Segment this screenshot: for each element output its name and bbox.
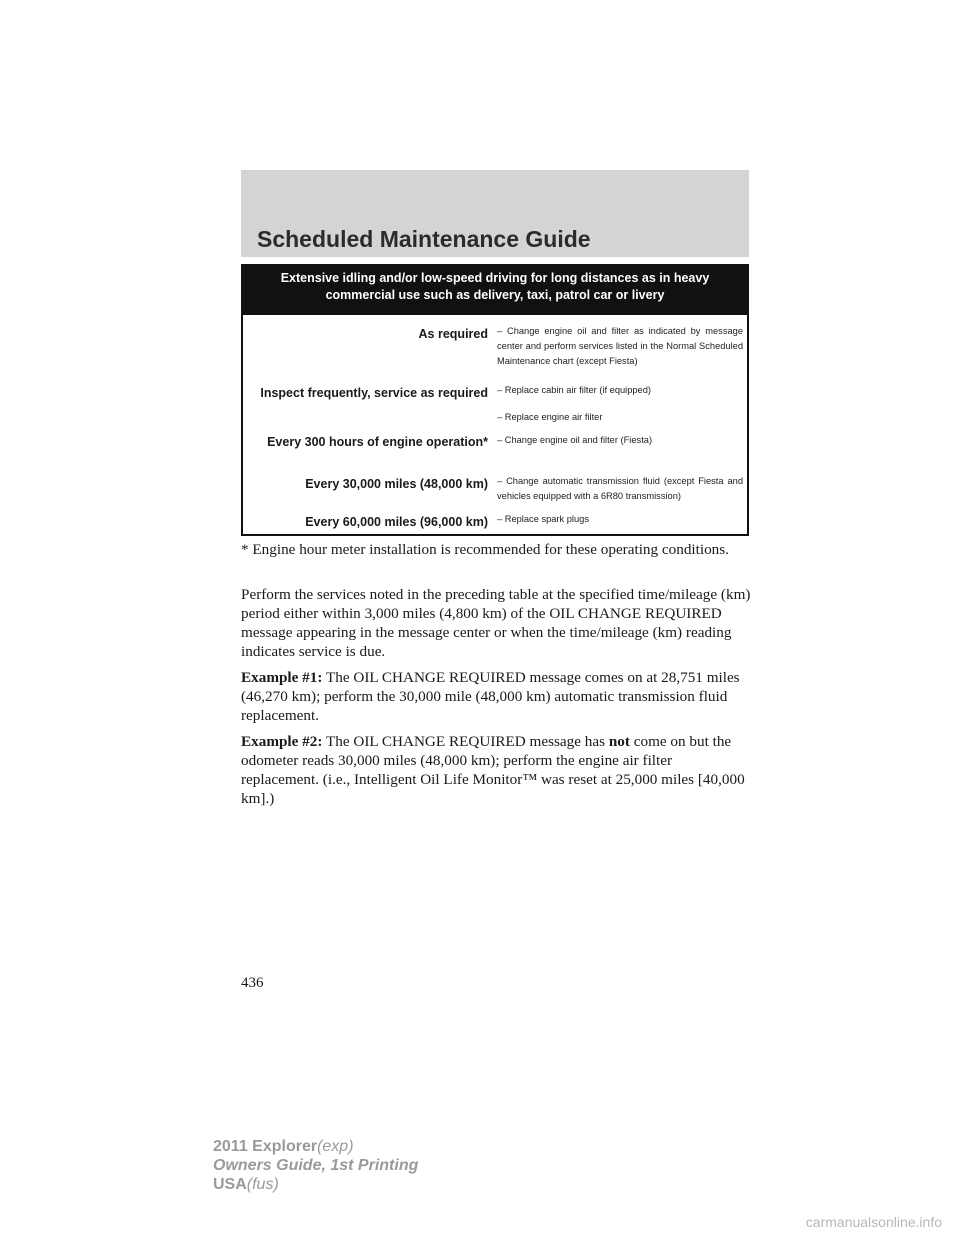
table-cell: – Replace cabin air filter (if equipped) bbox=[497, 385, 651, 395]
section-title: Scheduled Maintenance Guide bbox=[257, 226, 591, 252]
footer-market-code: (fus) bbox=[246, 1176, 279, 1193]
example-2-label: Example #2: bbox=[241, 733, 323, 750]
row-label-inspect-frequently bbox=[260, 385, 488, 401]
example-1-text: The OIL CHANGE REQUIRED message comes on at 28,751 miles (46,270 km); perform the 30,000 mile (48,000 km) automatic transmission fluid replacement. bbox=[241, 669, 740, 724]
table-cell: – Replace engine air filter bbox=[497, 412, 603, 422]
row-label-text: Inspect frequently, service as required bbox=[260, 386, 488, 400]
example-2-text-a: The OIL CHANGE REQUIRED message has bbox=[325, 733, 606, 750]
footer-model-code: (exp) bbox=[317, 1138, 354, 1155]
example-2-emphasis: not bbox=[608, 733, 630, 750]
row-values-every-60000-miles bbox=[497, 512, 743, 535]
row-values-inspect-frequently bbox=[497, 383, 743, 433]
example-1-label: Example #1: bbox=[241, 669, 323, 686]
row-label-every-300-hours bbox=[267, 434, 488, 450]
page-number: 436 bbox=[241, 975, 264, 991]
footer-market: USA bbox=[213, 1176, 247, 1193]
footnote: * Engine hour meter installation is recommended for these operating conditions. bbox=[241, 541, 729, 558]
row-label-as-required: As required bbox=[418, 327, 488, 341]
table-cell: – Replace spark plugs bbox=[497, 514, 589, 524]
footer-line-3 bbox=[213, 1175, 418, 1194]
table-heading: Extensive idling and/or low-speed driving for long distances as in heavy commercial use such as delivery, taxi, patrol car or livery bbox=[243, 266, 747, 315]
row-label-every-60000-miles: Every 60,000 miles (96,000 km) bbox=[305, 515, 488, 529]
row-values-every-30000-miles bbox=[497, 474, 743, 512]
row-values-every-300-hours bbox=[497, 433, 743, 456]
row-values-as-required bbox=[497, 324, 743, 377]
table-cell: – Change automatic transmission fluid (except Fiesta and vehicles equipped with a 6R80 transmission) bbox=[497, 476, 743, 501]
row-label-every-30000-miles: Every 30,000 miles (48,000 km) bbox=[305, 477, 488, 491]
watermark: carmanualsonline.info bbox=[805, 1214, 942, 1230]
footer-line-2: Owners Guide, 1st Printing bbox=[213, 1157, 419, 1174]
table-cell: – Change engine oil and filter (Fiesta) bbox=[497, 435, 653, 445]
maintenance-table bbox=[241, 264, 749, 536]
footer-model: 2011 Explorer bbox=[213, 1138, 318, 1155]
section-header-band bbox=[241, 170, 749, 257]
table-cell: – Change engine oil and filter as indicated by message center and perform services listed in the Normal Scheduled Maintenance chart (except Fiesta) bbox=[497, 326, 743, 366]
example-2 bbox=[241, 732, 751, 808]
example-1 bbox=[241, 668, 751, 725]
row-label-text: Every 300 hours of engine operation* bbox=[267, 435, 488, 449]
print-footer bbox=[213, 1137, 418, 1194]
example-2-text-b: come on but the odometer reads 30,000 miles (48,000 km); perform the engine air filter replacement. (i.e., Intelligent Oil Life Monitor™ was reset at 25,000 miles [40,000 km].) bbox=[241, 733, 745, 807]
footer-line-1 bbox=[213, 1137, 418, 1156]
service-paragraph: Perform the services noted in the preceding table at the specified time/mileage (km) period either within 3,000 miles (4,800 km) of the OIL CHANGE REQUIRED message appearing in the message center or when the time/mileage (km) reading indicates service is due. bbox=[241, 586, 751, 660]
